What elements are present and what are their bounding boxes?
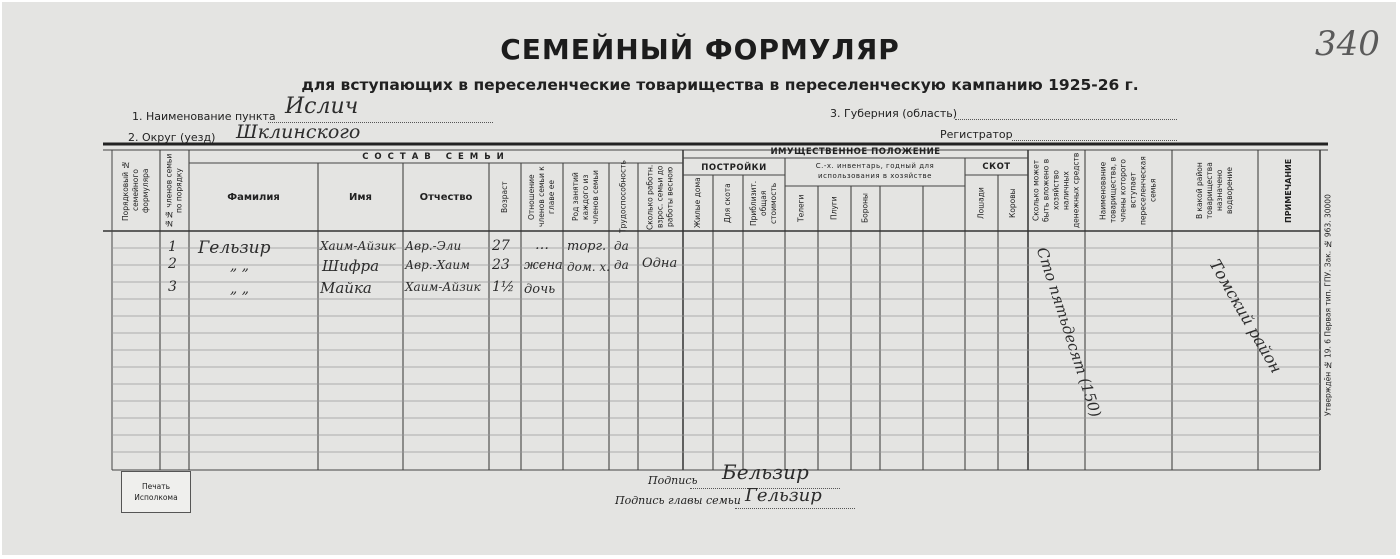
- guberniya-label: 3. Губерния (область): [830, 107, 958, 120]
- col-relation: Отношение членов семьи к главе ее: [527, 166, 556, 228]
- col-order-no: Порядковый № семейного формуляра: [121, 160, 150, 221]
- row2-capacity: да: [614, 258, 629, 272]
- col-member-no: №№ членов семьи по порядку: [164, 153, 184, 228]
- row2-occupation: дом. х.: [567, 260, 610, 274]
- row1-num: 1: [168, 239, 177, 255]
- head-signature-value: Гельзир: [745, 485, 822, 506]
- col-name: Имя: [349, 192, 372, 203]
- row3-age: 1½: [492, 279, 515, 295]
- printer-mark: Утверждён № 19. 6 Первая тип. ГПУ. Зак. № 963. 30000: [1323, 194, 1333, 416]
- col-age: Возраст: [500, 181, 509, 213]
- punkt-value: Ислич: [285, 94, 359, 119]
- signature-label: Подпись: [648, 474, 698, 487]
- seal-stamp-box: [121, 471, 191, 513]
- signature-value: Бельзир: [722, 460, 809, 484]
- punkt-label: 1. Наименование пункта: [132, 110, 276, 123]
- cash-note: Сто пятьдесят (150): [1032, 245, 1105, 420]
- row1-age: 27: [492, 238, 510, 254]
- group-family: СОСТАВ СЕМЬИ: [362, 152, 510, 162]
- head-signature-line: [735, 508, 855, 509]
- col-cows: Коровы: [1008, 188, 1017, 218]
- form-title: СЕМЕЙНЫЙ ФОРМУЛЯР: [500, 33, 900, 66]
- row1-workers: Одна: [642, 256, 678, 271]
- stamp-line2: Исполкома: [134, 493, 178, 502]
- col-occupation: Род занятий каждого из членов семьи: [571, 170, 600, 224]
- row2-patronymic: Авр.-Хаим: [405, 258, 470, 272]
- row2-relation: жена: [524, 258, 563, 273]
- group-livestock: СКОТ: [982, 162, 1011, 172]
- row1-relation: …: [535, 237, 549, 253]
- row3-name: Майка: [320, 279, 372, 297]
- col-patronymic: Отчество: [419, 192, 473, 203]
- col-workers: Сколько работн. взрос. семьи до работы весною: [645, 164, 675, 230]
- col-partnership: Наименование товарищества, в члены которого вступает переселенческая семья: [1098, 156, 1158, 225]
- okrug-value: Шклинского: [236, 121, 361, 143]
- col-harrows: Бороны: [860, 193, 870, 224]
- okrug-label: 2. Округ (уезд): [128, 131, 216, 144]
- row1-name: Хаим-Айзик: [320, 239, 396, 253]
- col-total-value: Приблизит. общая стоимость: [749, 180, 778, 226]
- col-notes: ПРИМЕЧАНИЕ: [1284, 158, 1293, 223]
- page-number: 340: [1315, 24, 1380, 64]
- stamp-line1: Печать: [141, 482, 171, 491]
- group-property: ИМУЩЕСТВЕННОЕ ПОЛОЖЕНИЕ: [770, 147, 941, 157]
- row3-surname: „ „: [230, 281, 249, 297]
- region-note: Томский район: [1205, 256, 1287, 377]
- col-horses: Лошади: [976, 187, 986, 219]
- col-surname: Фамилия: [227, 192, 280, 203]
- col-houses: Жилые дома: [693, 177, 702, 229]
- row3-patronymic: Хаим-Айзик: [405, 280, 481, 294]
- group-buildings: ПОСТРОЙКИ: [701, 163, 767, 173]
- col-cash: Сколько может быть вложено в хозяйство наличных денежных средств: [1031, 152, 1081, 229]
- col-cattle-sheds: Для скота: [723, 183, 732, 223]
- row3-num: 3: [168, 279, 177, 295]
- row1-patronymic: Авр.-Эли: [405, 239, 462, 253]
- col-capacity: Трудоспособность: [618, 160, 628, 234]
- row2-name: Шифра: [322, 257, 380, 275]
- col-region: В какой район товарищества назначено водворение: [1195, 162, 1234, 219]
- registrator-label: Регистратор: [940, 128, 1013, 141]
- row3-relation: дочь: [524, 282, 556, 297]
- row2-num: 2: [168, 256, 177, 272]
- row1-surname: Гельзир: [198, 238, 271, 258]
- form-subtitle: для вступающих в переселенческие товарищества в переселенческую кампанию 1925-26 г.: [301, 76, 1139, 94]
- group-inventory: С.-х. инвентарь, годный для использования в хозяйстве: [815, 162, 935, 180]
- row1-occupation: торг.: [567, 239, 607, 254]
- row2-surname: „ „: [230, 258, 249, 274]
- col-ploughs: Плуги: [829, 196, 839, 221]
- row1-capacity: да: [614, 239, 629, 253]
- col-carts: Телеги: [796, 194, 806, 223]
- head-signature-label: Подпись главы семьи: [615, 494, 741, 507]
- row2-age: 23: [492, 257, 510, 273]
